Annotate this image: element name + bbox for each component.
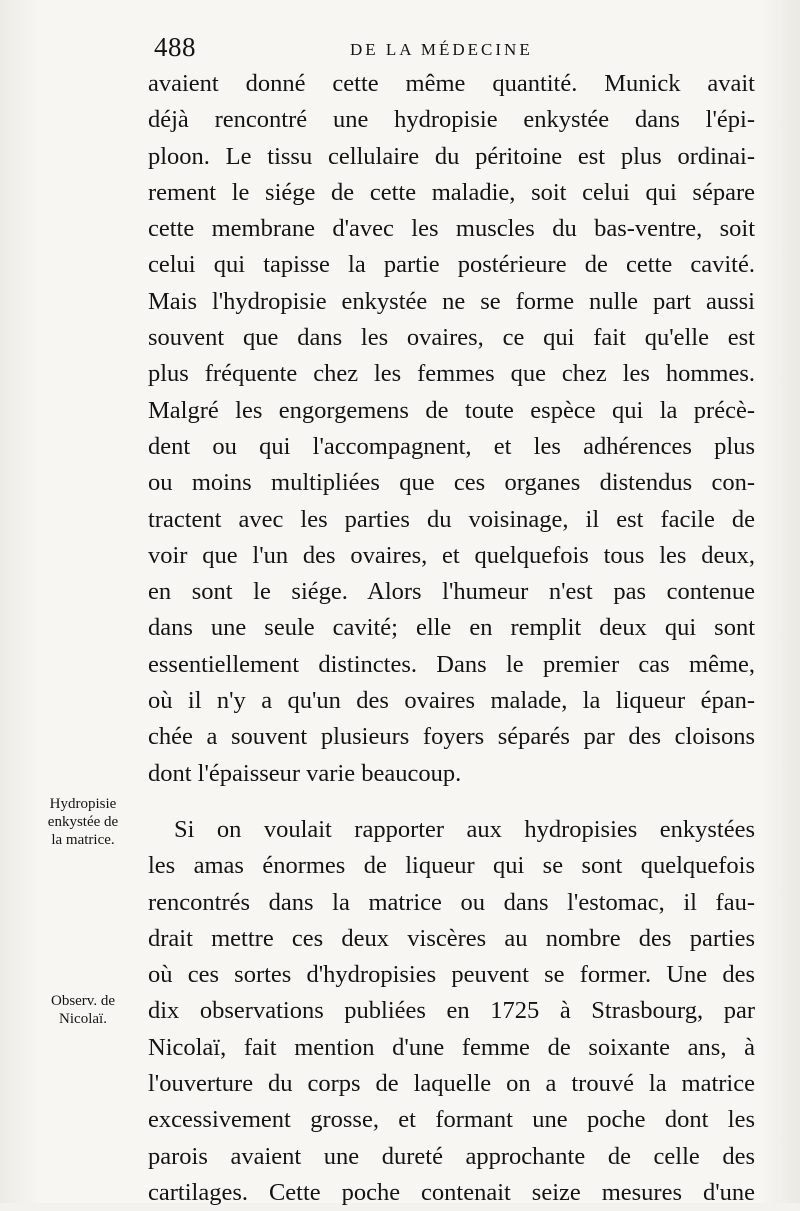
text-line: Malgré les engorgemens de toute espèce qui la précè- [148, 396, 755, 424]
margin-note-line: enkystée de [47, 814, 119, 830]
margin-note-line: Observ. de [50, 993, 115, 1009]
text-line: dix observations publiées en 1725 à Strasbourg, par [148, 997, 755, 1025]
text-line: où il n'y a qu'un des ovaires malade, la liqueur épan- [148, 687, 755, 715]
text-line: plus fréquente chez les femmes que chez les hommes. [148, 360, 755, 388]
text-line: rement le siége de cette maladie, soit celui qui sépare [148, 178, 755, 206]
paragraph-gap [148, 792, 755, 812]
text-line: excessivement grosse, et formant une poche dont les [148, 1106, 755, 1134]
text-line: chée a souvent plusieurs foyers séparés par des cloisons [148, 723, 755, 751]
text-line: ou moins multipliées que ces organes distendus con- [148, 469, 755, 497]
text-line: dent ou qui l'accompagnent, et les adhérences plus [148, 432, 755, 460]
text-line: déjà rencontré une hydropisie enkystée dans l'épi- [148, 106, 755, 134]
text-line: essentiellement distinctes. Dans le premier cas même, [148, 650, 755, 678]
text-line: parois avaient une dureté approchante de celle des [148, 1142, 755, 1170]
text-line: avaient donné cette même quantité. Munick avait [148, 70, 755, 97]
page-header [150, 30, 762, 70]
text-line: dont l'épaisseur varie beaucoup. [148, 759, 462, 787]
text-line: tractent avec les parties du voisinage, il est facile de [148, 505, 755, 533]
margin-note-observ-nicolai [28, 992, 138, 1028]
text-line: l'ouverture du corps de laquelle on a trouvé la matrice [148, 1070, 755, 1098]
text-line: drait mettre ces deux viscères au nombre des parties [148, 924, 755, 952]
text-line: Nicolaï, fait mention d'une femme de soixante ans, à [148, 1033, 755, 1061]
text-line: les amas énormes de liqueur qui se sont quelquefois [148, 852, 755, 880]
text-line: Si on voulait rapporter aux hydropisies enkystées [174, 815, 755, 843]
text-line: où ces sortes d'hydropisies peuvent se former. Une des [148, 961, 755, 989]
page-number: 488 [154, 32, 196, 62]
margin-note-line: la matrice. [51, 832, 115, 848]
text-line: dans une seule cavité; elle en remplit deux qui sont [148, 614, 755, 642]
text-line: ploon. Le tissu cellulaire du péritoine est plus ordinai- [148, 142, 755, 170]
margin-note-hydropisie-matrice [28, 795, 138, 849]
running-head: DE LA MÉDECINE [350, 40, 533, 59]
text-line: celui qui tapisse la partie postérieure de cette cavité. [148, 251, 755, 279]
text-line: voir que l'un des ovaires, et quelquefois tous les deux, [148, 541, 755, 569]
body-text [148, 66, 755, 1211]
text-line: Mais l'hydropisie enkystée ne se forme nulle part aussi [148, 287, 755, 315]
text-line: rencontrés dans la matrice ou dans l'estomac, il fau- [148, 888, 755, 916]
margin-note-line: Hydropisie [49, 796, 117, 812]
margin-note-line: Nicolaï. [59, 1011, 107, 1027]
text-line: souvent que dans les ovaires, ce qui fait qu'elle est [148, 324, 755, 352]
text-line: en sont le siége. Alors l'humeur n'est pas contenue [148, 578, 755, 606]
text-line: cette membrane d'avec les muscles du bas-ventre, soit [148, 215, 755, 243]
text-line: cartilages. Cette poche contenait seize mesures d'une [148, 1178, 755, 1206]
